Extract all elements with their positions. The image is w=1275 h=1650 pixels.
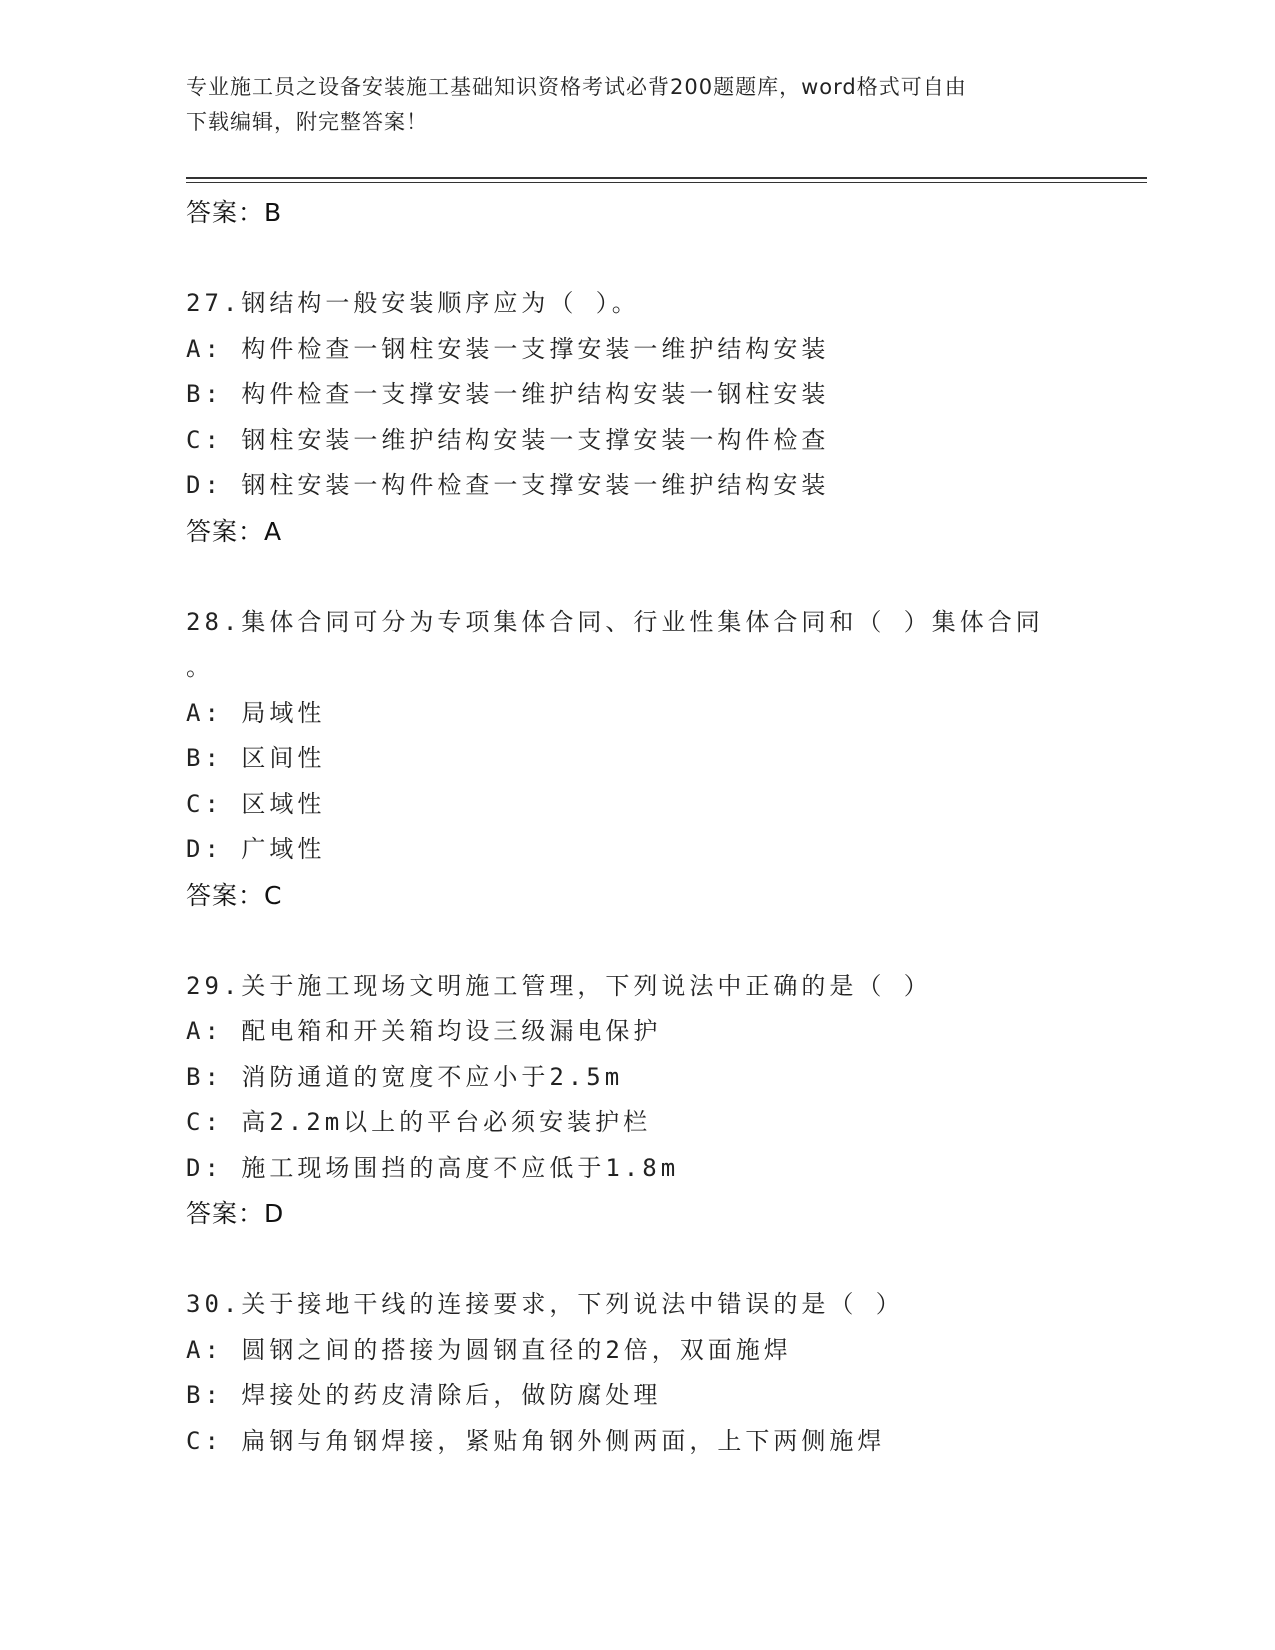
spacer bbox=[186, 918, 1086, 964]
answer-line: 答案：B bbox=[186, 198, 283, 227]
question-block bbox=[186, 600, 1086, 919]
question-block bbox=[186, 1282, 1086, 1464]
question-stem: 30.关于接地干线的连接要求，下列说法中错误的是（ ） bbox=[186, 1290, 904, 1318]
answer-line: 答案：C bbox=[186, 880, 283, 910]
option-d: D: 钢柱安装一构件检查一支撑安装一维护结构安装 bbox=[186, 471, 830, 499]
option-a: A: 构件检查一钢柱安装一支撑安装一维护结构安装 bbox=[186, 334, 830, 363]
option-c: C: 钢柱安装一维护结构安装一支撑安装一构件检查 bbox=[186, 425, 830, 454]
document-header bbox=[186, 70, 1066, 140]
spacer bbox=[186, 1237, 1086, 1283]
option-b: B: 焊接处的药皮清除后，做防腐处理 bbox=[186, 1381, 662, 1409]
answer-line: 答案：A bbox=[186, 516, 283, 546]
answer-line: 答案：D bbox=[186, 1199, 285, 1228]
question-stem: 28.集体合同可分为专项集体合同、行业性集体合同和（ ）集体合同 bbox=[186, 607, 1044, 636]
option-a: A: 局域性 bbox=[186, 698, 326, 727]
header-line-1: 专业施工员之设备安装施工基础知识资格考试必背200题题库，word格式可自由 bbox=[186, 75, 967, 99]
question-stem-continuation: 。 bbox=[186, 653, 210, 681]
option-c: C: 区域性 bbox=[186, 789, 326, 818]
option-b: B: 构件检查一支撑安装一维护结构安装一钢柱安装 bbox=[186, 380, 830, 408]
option-d: D: 广域性 bbox=[186, 835, 326, 863]
question-stem: 29.关于施工现场文明施工管理，下列说法中正确的是（ ） bbox=[186, 971, 932, 1000]
option-a: A: 圆钢之间的搭接为圆钢直径的2倍，双面施焊 bbox=[186, 1335, 792, 1364]
option-b: B: 区间性 bbox=[186, 744, 326, 772]
spacer bbox=[186, 236, 1086, 282]
option-c: C: 高2.2m以上的平台必须安装护栏 bbox=[186, 1108, 652, 1136]
option-a: A: 配电箱和开关箱均设三级漏电保护 bbox=[186, 1017, 662, 1045]
document-body bbox=[186, 190, 1086, 1464]
header-rule-thick bbox=[186, 177, 1147, 179]
header-rule-thin bbox=[186, 182, 1147, 183]
question-stem: 27.钢结构一般安装顺序应为（ ）。 bbox=[186, 289, 640, 317]
option-d: D: 施工现场围挡的高度不应低于1.8m bbox=[186, 1153, 680, 1182]
option-b: B: 消防通道的宽度不应小于2.5m bbox=[186, 1062, 624, 1091]
header-line-2: 下载编辑，附完整答案！ bbox=[186, 110, 428, 134]
option-c: C: 扁钢与角钢焊接，紧贴角钢外侧两面，上下两侧施焊 bbox=[186, 1426, 886, 1455]
spacer bbox=[186, 554, 1086, 600]
question-block bbox=[186, 964, 1086, 1237]
question-block bbox=[186, 281, 1086, 554]
